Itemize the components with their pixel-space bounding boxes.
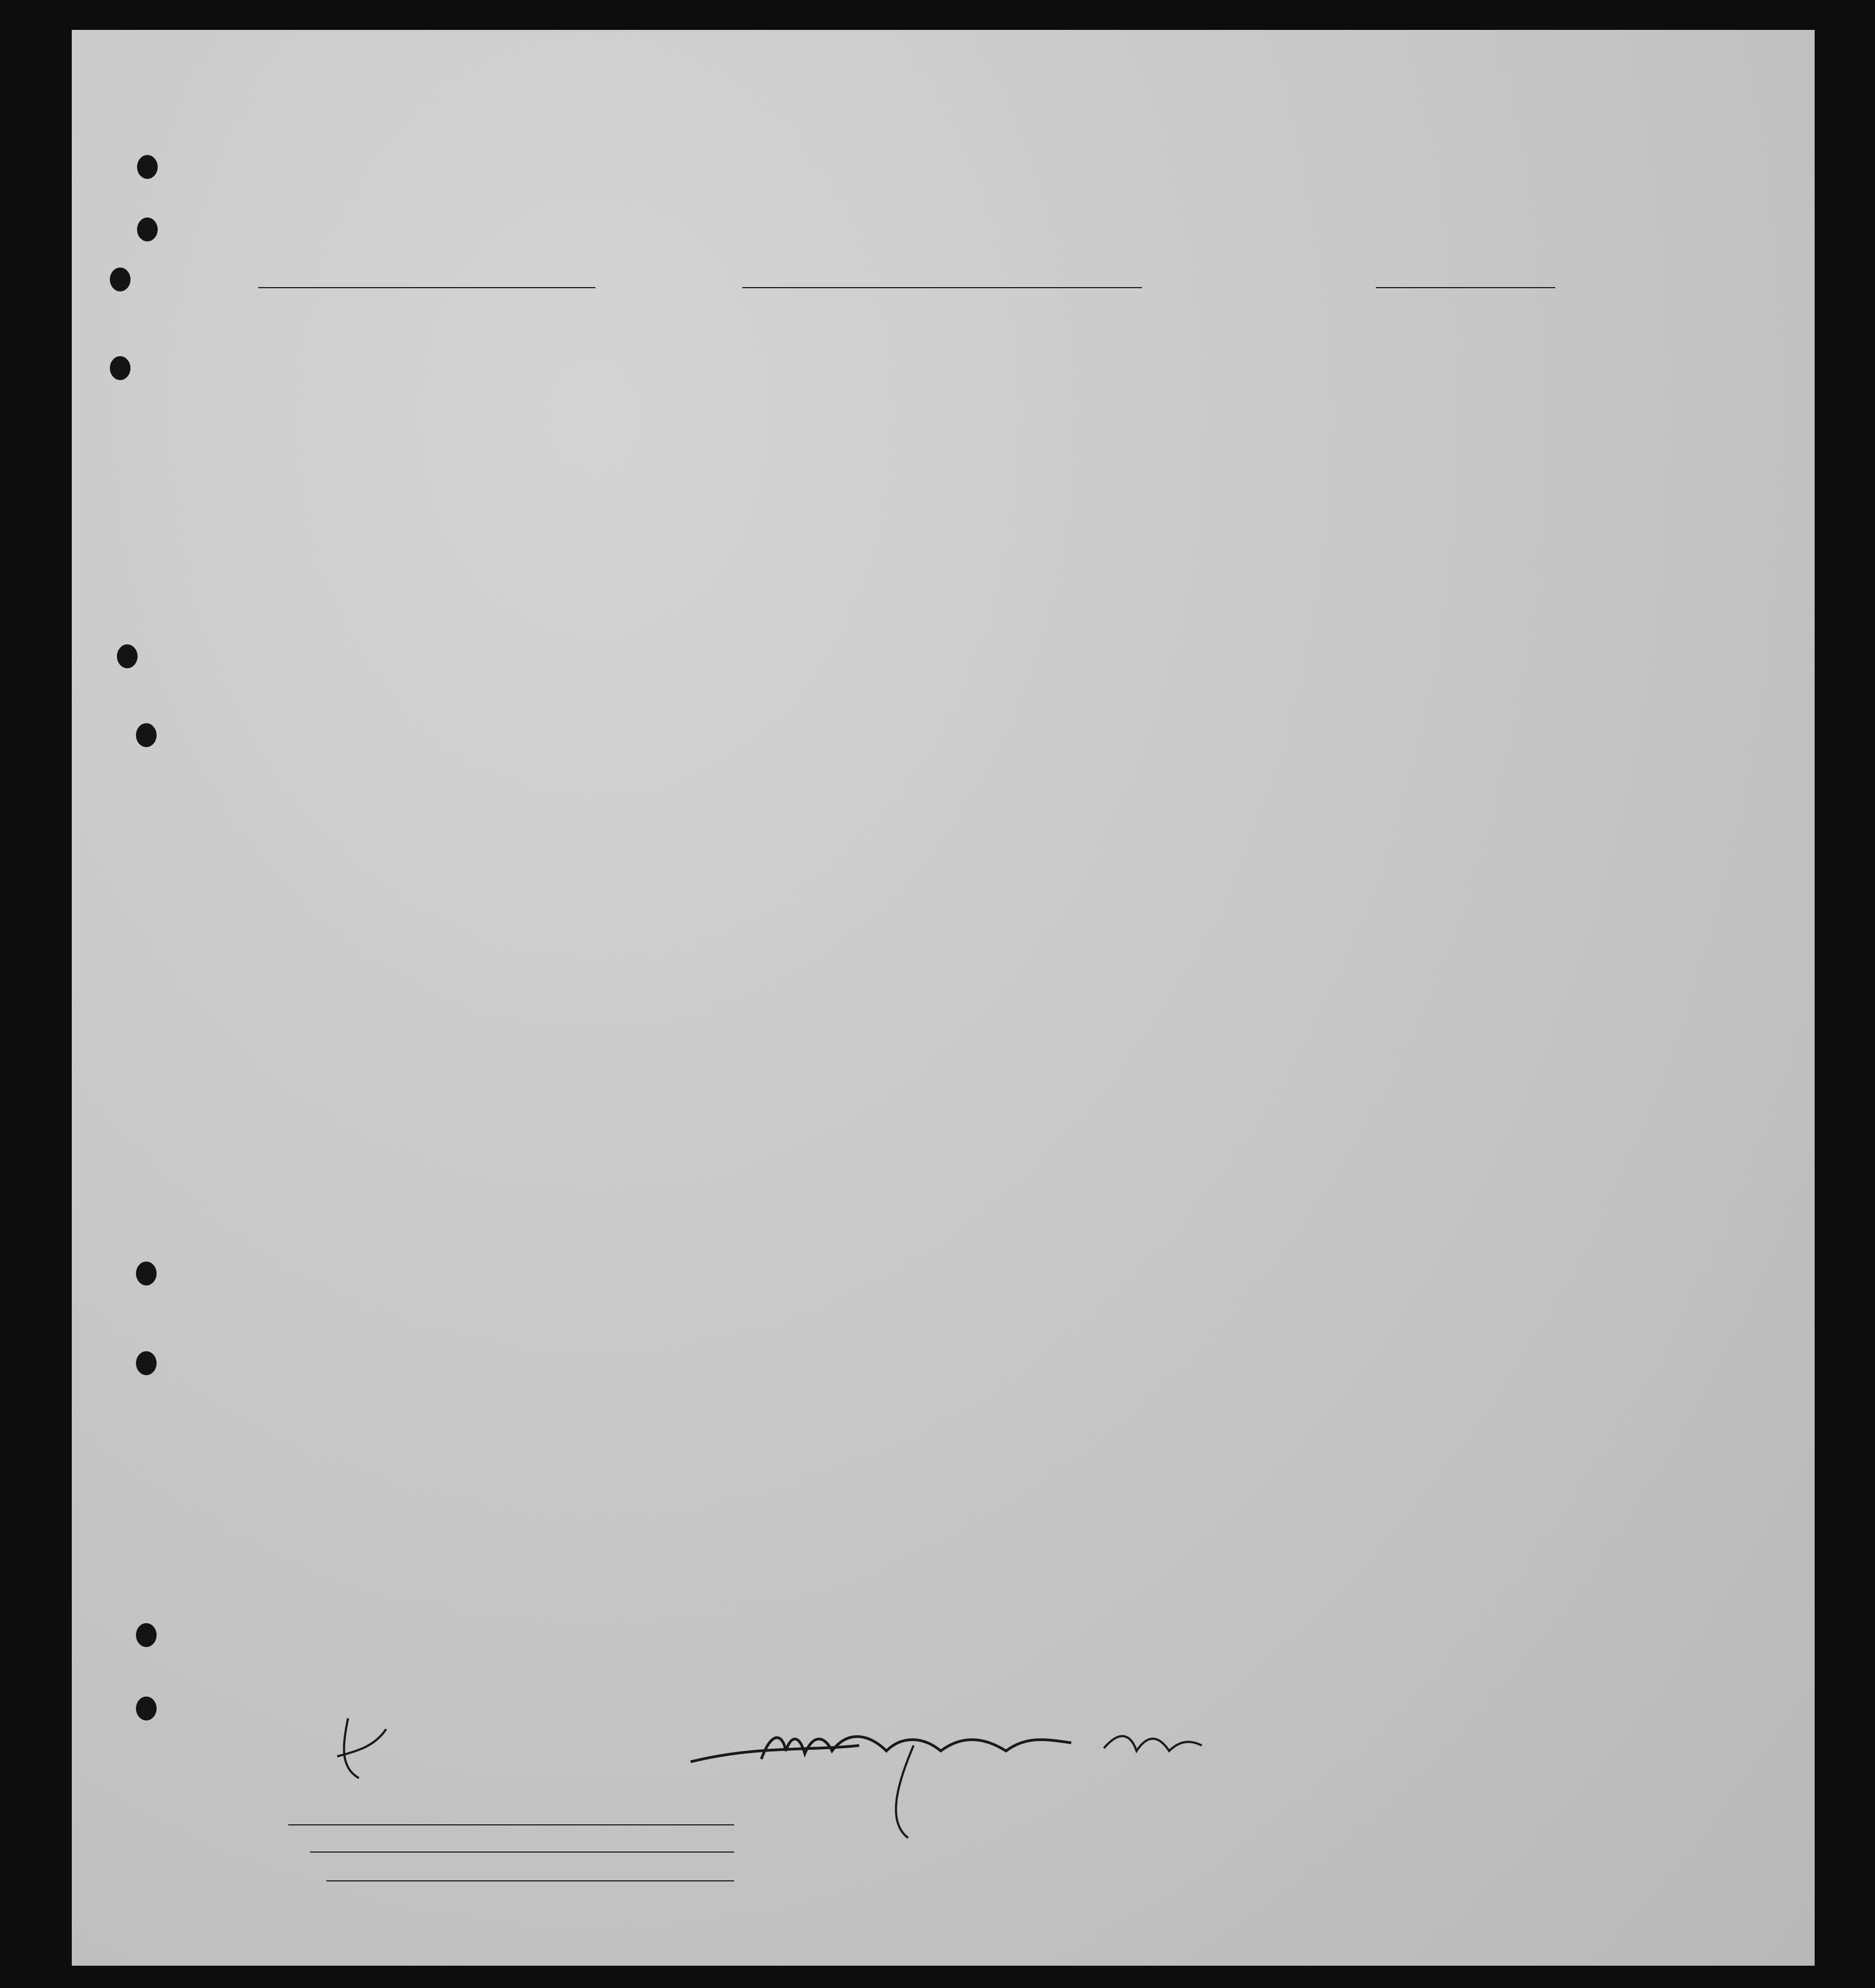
- punch-hole: [136, 1262, 157, 1285]
- punch-hole: [136, 1697, 157, 1720]
- rule: [258, 287, 595, 288]
- punch-hole: [137, 155, 158, 179]
- punch-hole: [136, 1351, 157, 1375]
- rule: [326, 1880, 734, 1881]
- punch-hole: [136, 723, 157, 747]
- punch-hole: [110, 356, 131, 380]
- rule: [310, 1852, 734, 1853]
- punch-hole: [110, 268, 131, 291]
- inspector-signature: [669, 1713, 1234, 1849]
- manifest-page: [72, 30, 1815, 1966]
- rule: [1376, 287, 1555, 288]
- rule: [288, 1824, 734, 1825]
- punch-hole: [117, 644, 138, 668]
- handwritten-mark: [326, 1713, 392, 1789]
- punch-hole: [137, 218, 158, 241]
- punch-hole: [136, 1623, 157, 1647]
- rule: [742, 287, 1142, 288]
